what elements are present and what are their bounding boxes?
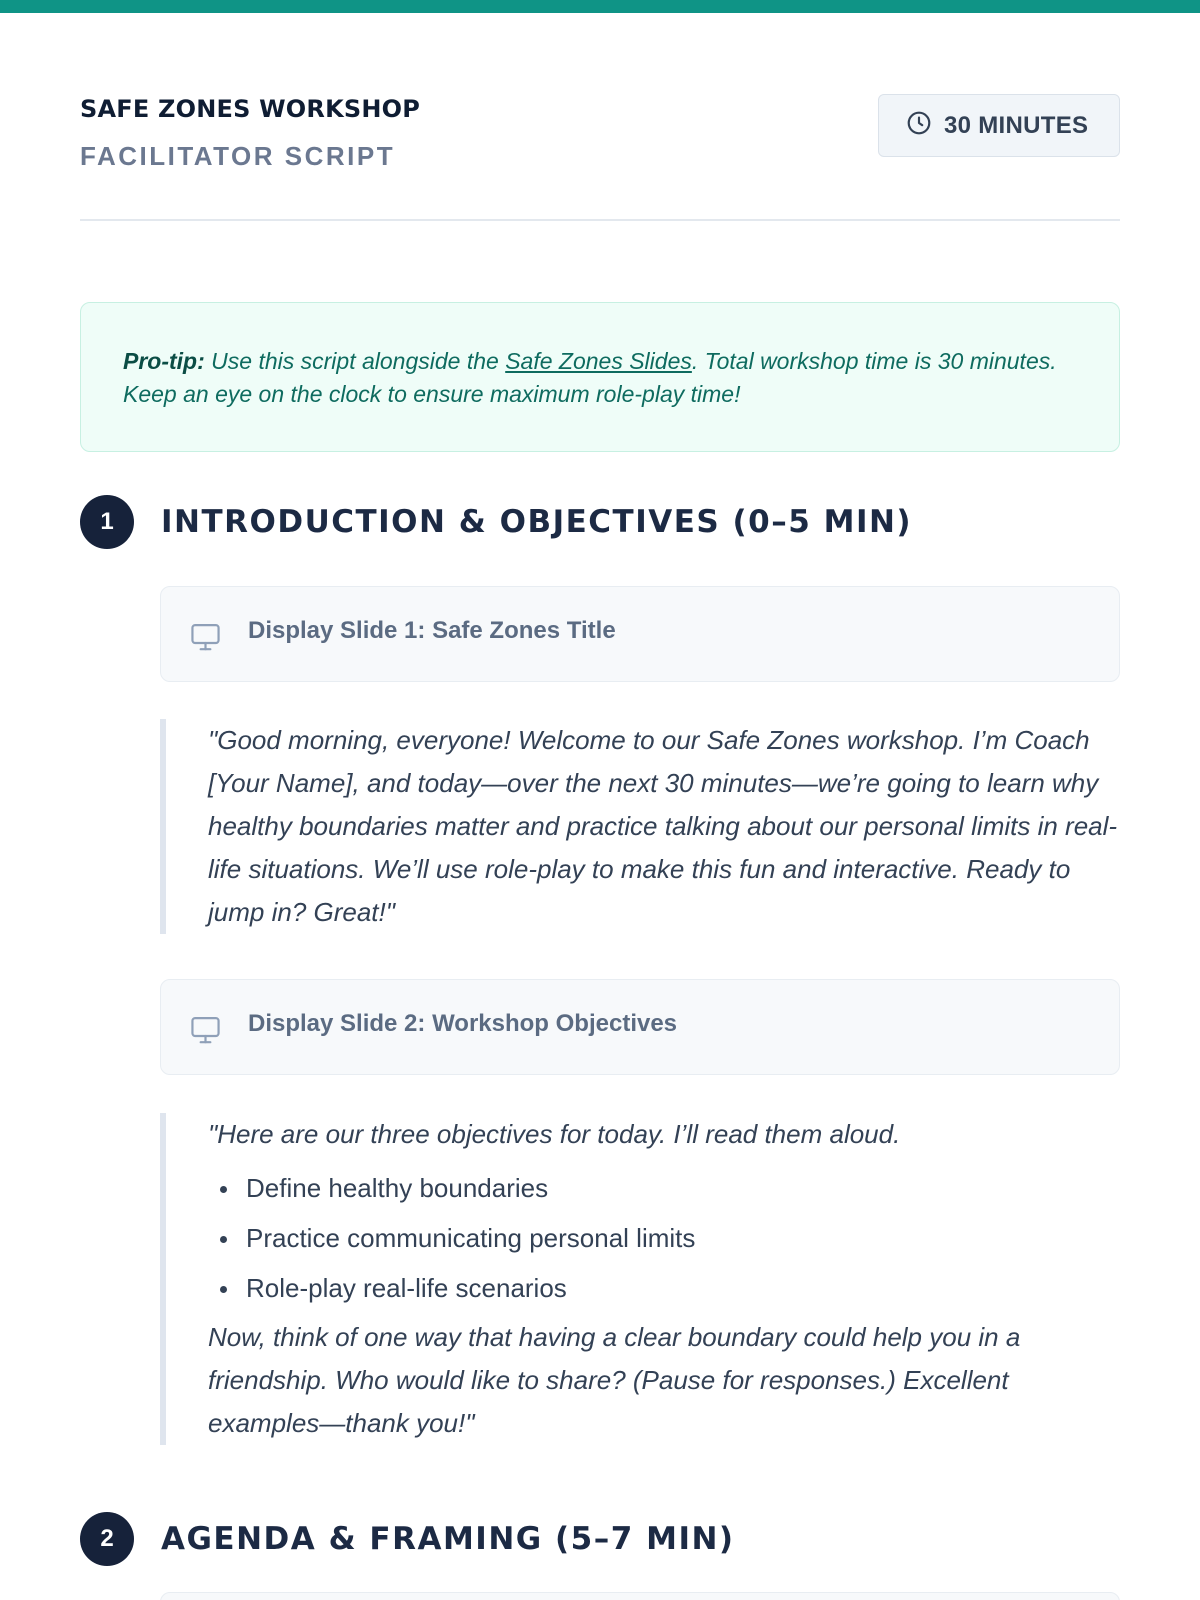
section-heading-1 [80, 495, 912, 549]
script-quote-intro: "Here are our three objectives for today. I’ll read them aloud. [208, 1119, 901, 1149]
pro-tip-text-after: . Total workshop time is 30 minutes. Keep an eye on the clock to ensure maximum role-play time! [123, 348, 1057, 407]
script-quote [160, 1113, 1120, 1445]
page-subtitle: FACILITATOR SCRIPT [80, 141, 396, 171]
script-quote-outro: Now, think of one way that having a clear boundary could help you in a friendship. Who would like to share? (Pause for responses.) Excellent examples—thank you!" [208, 1322, 1021, 1438]
objective-item: Define healthy boundaries [208, 1163, 1120, 1213]
slide-cue-card [160, 1592, 1120, 1600]
step-number-badge: 1 [80, 495, 134, 549]
pro-tip-text-before: Use this script alongside the [204, 348, 506, 374]
monitor-icon [189, 609, 222, 659]
slide-cue-label: Display Slide 1: Safe Zones Title [248, 617, 616, 644]
pro-tip-label: Pro-tip: [123, 348, 205, 374]
duration-badge [878, 94, 1120, 157]
header-divider [80, 219, 1120, 221]
duration-label: 30 MINUTES [944, 111, 1089, 139]
slide-cue-label: Display Slide 2: Workshop Objectives [248, 1010, 678, 1037]
safe-zones-slides-link[interactable]: Safe Zones Slides [505, 348, 692, 374]
objective-item: Practice communicating personal limits [208, 1213, 1120, 1263]
page-title: SAFE ZONES WORKSHOP [80, 95, 421, 123]
top-accent-bar [0, 0, 1200, 13]
section-title: AGENDA & FRAMING (5–7 MIN) [161, 1521, 735, 1557]
section-heading-2 [80, 1512, 735, 1566]
section-title: INTRODUCTION & OBJECTIVES (0–5 MIN) [161, 504, 913, 540]
pro-tip-text [123, 345, 1077, 411]
slide-cue-card [160, 586, 1120, 682]
monitor-icon [189, 1002, 222, 1052]
page-header [80, 95, 1120, 172]
step-number-badge: 2 [80, 1512, 134, 1566]
script-quote-text: "Good morning, everyone! Welcome to our Safe Zones workshop. I’m Coach [Your Name], and today—over the next 30 minutes—we’re going to learn why healthy boundaries matter and practice talking about our personal limits in real-life situations. We’ll use role-play to make this fun and interactive. Ready to jump in? Great!" [208, 725, 1118, 927]
slide-cue-card [160, 979, 1120, 1075]
pro-tip-callout [80, 302, 1120, 452]
clock-icon [906, 110, 932, 141]
script-quote [160, 719, 1120, 934]
objectives-list [208, 1163, 1120, 1313]
objective-item: Role-play real-life scenarios [208, 1263, 1120, 1313]
